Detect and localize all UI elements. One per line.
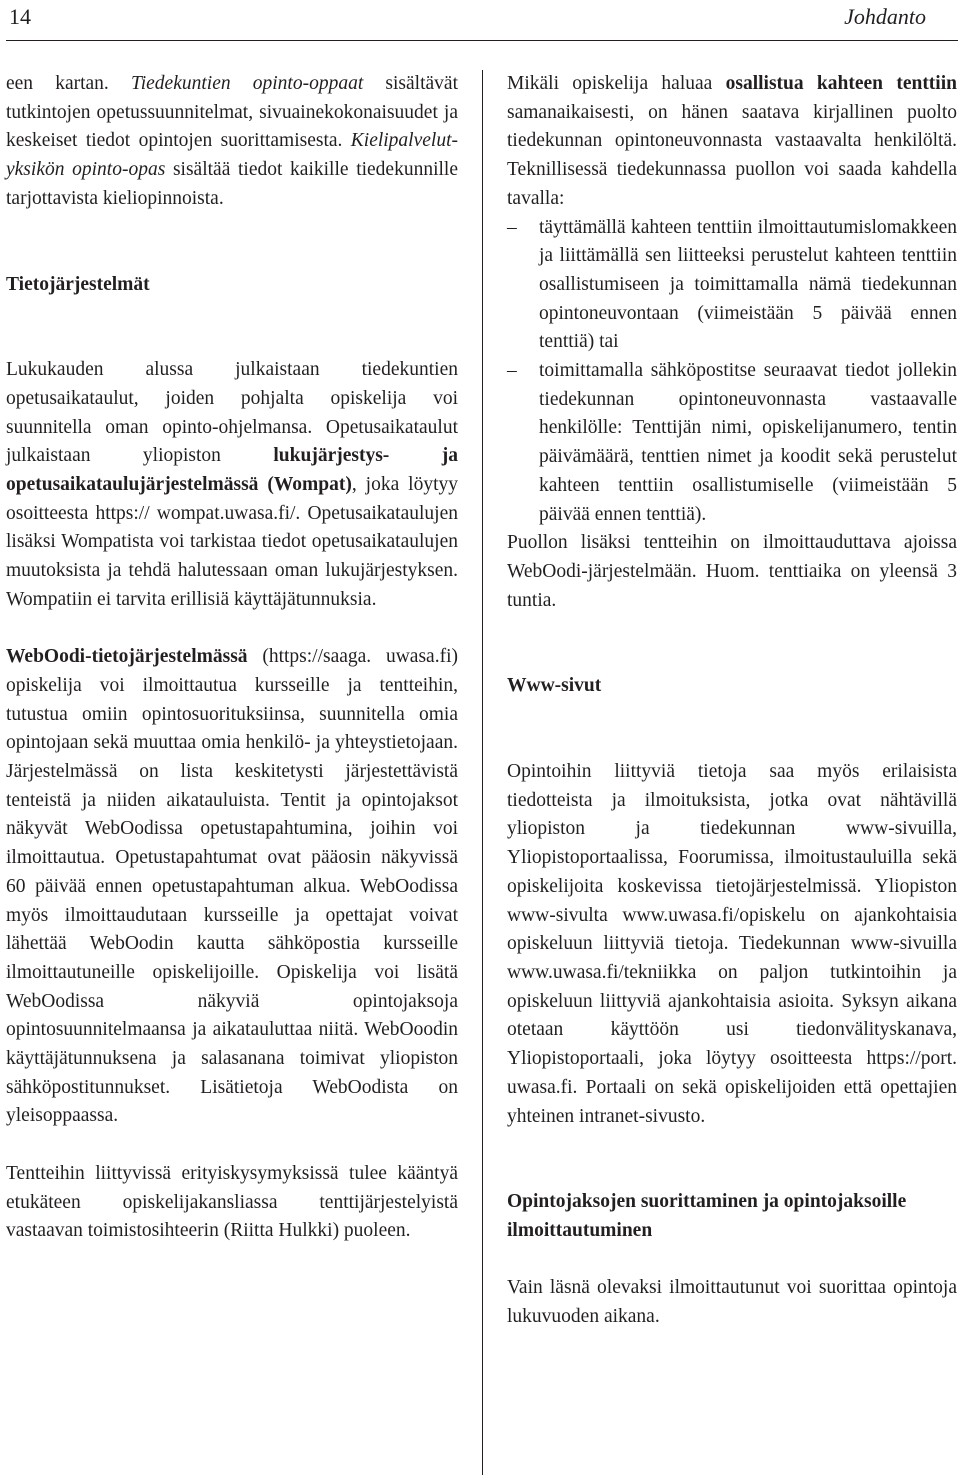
left-column — [6, 70, 458, 1246]
wompat-text-2: , joka löytyy osoitteesta https:// wompat.uwasa.fi/. Opetusaikataulujen lisäksi Wompatista voi tarkistaa tiedot opetusaikataulujen muutoksista ja tehdä halutessaan oman lukujärjestyksen. Wompatiin ei tarvita erillisiä käyttäjätunnuksia. — [6, 474, 458, 610]
kaksi-text-1: Mikäli opiskelija haluaa — [507, 73, 726, 94]
page-header — [6, 0, 958, 41]
page-number: 14 — [9, 4, 31, 29]
wompat-paragraph — [6, 356, 458, 614]
heading-www-sivut: Www-sivut — [507, 675, 602, 697]
kaksi-text-2: samanaikaisesti, on hänen saatava kirjallinen puolto tiedekunnan opintoneuvonnasta vastaavalta henkilöltä. Teknillisessä tiedekunnassa puollon voi saada kahdella tavalla: — [507, 101, 957, 209]
puolto-list — [507, 214, 957, 530]
intro-text-2: sisältävät tutkintojen opetussuunnitelmat, sivuainekokonaisuudet ja keskeiset tiedot opintojen suorittamisesta. — [6, 73, 458, 152]
heading-tietojarjestelmat: Tietojärjestelmät — [6, 273, 150, 295]
intro-italic-1: Tiedekuntien opinto-oppaat — [130, 73, 364, 94]
weboodi-bold: WebOodi-tietojärjestelmässä — [6, 646, 248, 668]
intro-text-1: een kartan. — [6, 73, 131, 94]
intro-text-3: sisältää tiedot kaikille tiedekunnille tarjottavista kieliopinnoista. — [6, 159, 458, 209]
tentit-paragraph: Tentteihin liittyvissä erityiskysymyksissä tulee kääntyä etukäteen opiskelijakansliassa tenttijärjestelyistä vastaavan toimistosihteerin (Riitta Hulkki) puoleen. — [6, 1162, 458, 1242]
intro-italic-2: Kielipalvelut-yksikön opinto-opas — [6, 130, 458, 181]
heading-opintojaksot: Opintojaksojen suorittaminen ja opintojaksoille ilmoittautuminen — [507, 1191, 907, 1241]
kaksi-tenttia-paragraph — [507, 70, 957, 214]
list-item: – täyttämällä kahteen tenttiin ilmoittautumislomakkeen ja liittämällä sen liitteeksi perustelut kahteen tenttiin osallistumiseen ja toimittamalla nämä tiedekunnan opintoneuvontaan (viimeistään 5 päivää ennen tenttiä) tai — [507, 214, 957, 358]
list-item: – toimittamalla sähköpostitse seuraavat tiedot jollekin tiedekunnan opintoneuvonnasta vastaavalle henkilölle: Tenttijän nimi, opiskelijanumero, tentin päivämäärä, tenttien nimet ja koodit sekä perustelut kahteen tenttiin osallistumiselle (viimeistään 5 päivää ennen tenttiä). — [507, 357, 957, 529]
intro-paragraph — [6, 70, 458, 214]
right-column — [507, 70, 957, 1332]
www-paragraph: Opintoihin liittyviä tietoja saa myös erilaisista tiedotteista ja ilmoituksista, jotka ovat nähtävillä yliopiston ja tiedekunnan www-sivuilla, Yliopistoportaalissa, Foorumissa, ilmoitustauluilla sekä opiskelijoita koskevissa tietojärjestelmissä. Yliopiston www-sivulta www.uwasa.fi/opiskelu on ajankohtaisia opiskeluun liittyviä tietoja. Tiedekunnan www-sivuilla www.uwasa.fi/tekniikka on paljon tutkintoihin ja opiskeluun liittyviä ajankohtaisia asioita. Syksyn aikana otetaan käyttöön usi tiedonvälityskanava, Yliopistoportaali, joka löytyy osoitteesta https://port. uwasa.fi. Portaali on sekä opiskelijoiden että opettajien yhteinen intranet-sivusto. — [507, 761, 957, 1127]
column-divider — [482, 70, 483, 1475]
weboodi-text: (https://saaga. uwasa.fi) opiskelija voi ilmoittautua kursseille ja tentteihin, tutustua omiin opintosuorituksiinsa, suunnitella omia opintojaan sekä muuttaa omia henkilö- ja yhteystietojaan. Järjestelmässä on lista keskitetysti järjestettävistä tenteistä ja niiden aikatauluista. Tentit ja opintojaksot näkyvät WebOodissa opetustapahtumina, joihin voi ilmoittautua. Opetustapahtumat ovat pääosin näkyvissä 60 päivää ennen opetustapahtuman alkua. WebOodissa myös ilmoittaudutaan kursseille ja opettajat voivat lähettää WebOodin kautta sähköpostia kursseille ilmoittautuneille opiskelijoille. Opiskelija voi lisätä WebOodissa näkyviä opintojaksoja opintosuunnitelmaansa ja aikatauluttaa niitä. WebOoodin käyttäjätunnuksena ja salasanana toimivat yliopiston sähköpostitunnukset. Lisätietoja WebOodista on yleisoppaassa. — [6, 646, 458, 1127]
weboodi-paragraph — [6, 643, 458, 1131]
running-head: Johdanto — [844, 4, 926, 29]
kaksi-bold: osallistua kahteen tenttiin — [725, 73, 957, 94]
puolto-paragraph: Puollon lisäksi tentteihin on ilmoittauduttava ajoissa WebOodi-järjestelmään. Huom. tenttiaika on yleensä 3 tuntia. — [507, 532, 957, 611]
wompat-bold: lukujärjestys- ja opetusaikataulujärjestelmässä (Wompat) — [6, 445, 458, 496]
wompat-text-1: Lukukauden alussa julkaistaan tiedekuntien opetusaikataulut, joiden pohjalta opiskelija voi suunnitella oman opinto-ohjelmansa. Opetusaikataulut julkaistaan yliopiston — [6, 359, 458, 467]
lasna-paragraph: Vain läsnä olevaksi ilmoittautunut voi suorittaa opintoja lukuvuoden aikana. — [507, 1277, 957, 1327]
